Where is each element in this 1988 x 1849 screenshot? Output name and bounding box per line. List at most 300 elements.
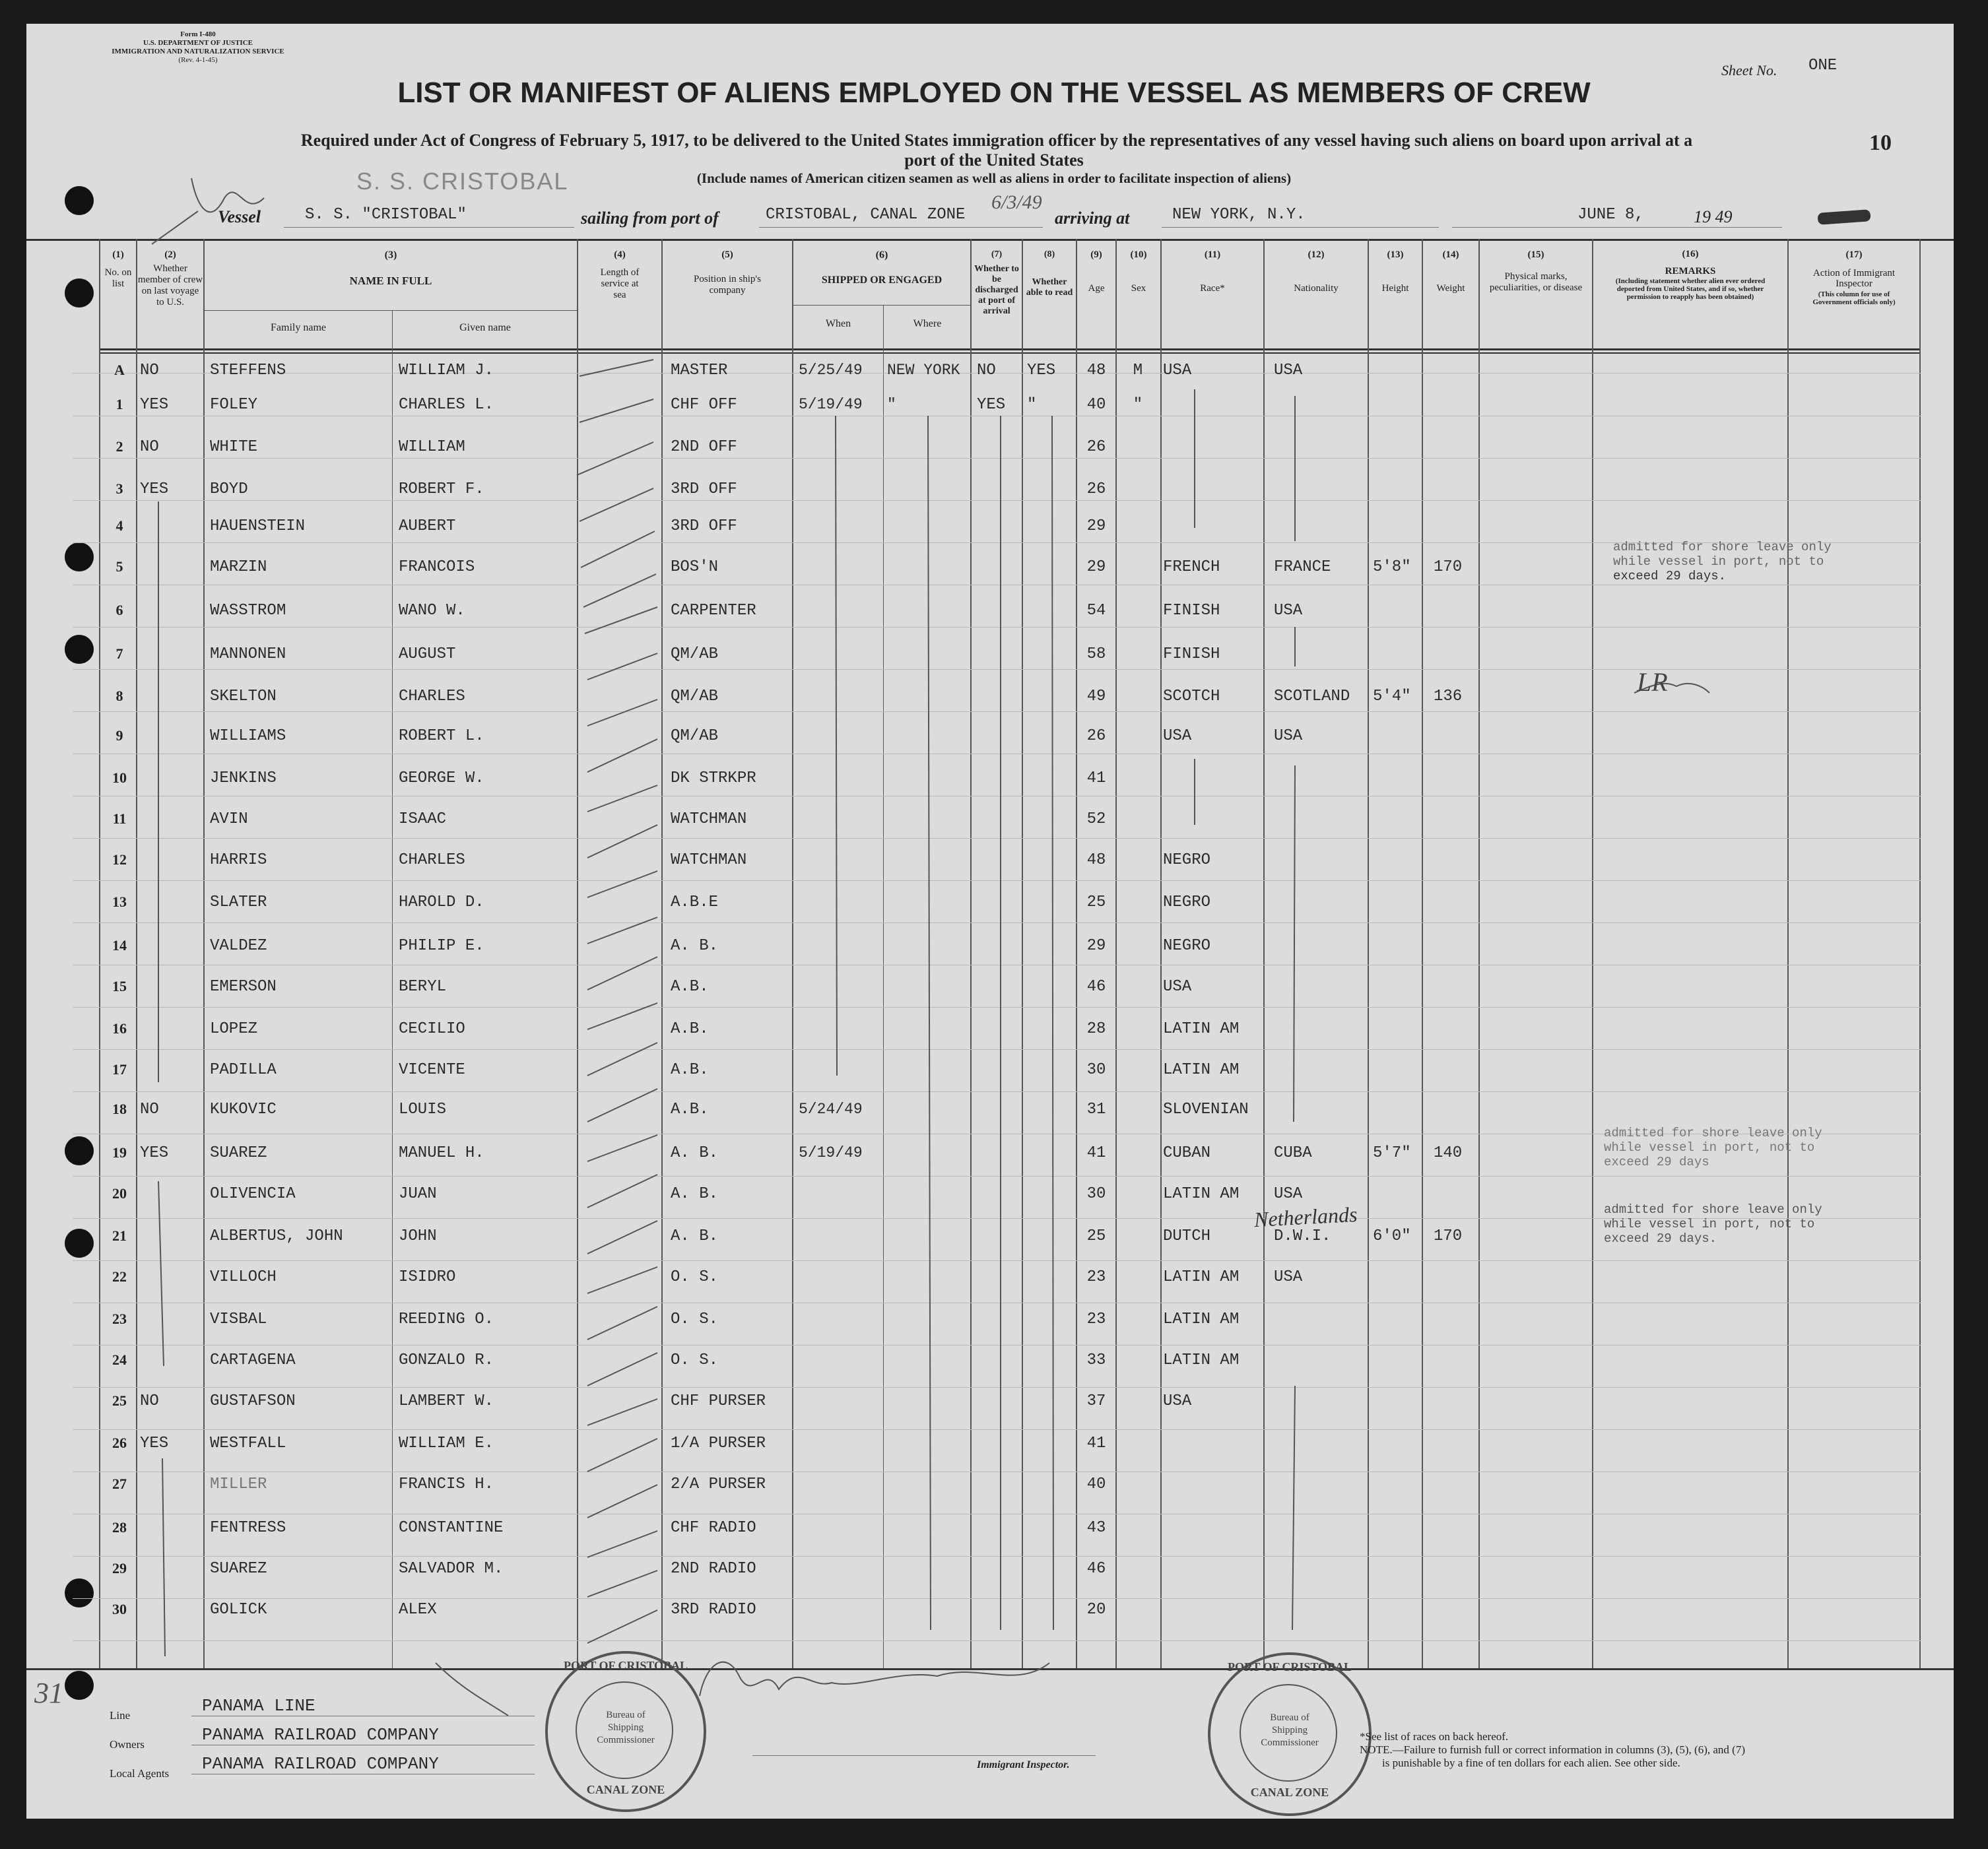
cell-family: SKELTON: [210, 688, 277, 705]
col-8-number: (8): [1044, 249, 1055, 259]
cell-no: 5: [116, 558, 123, 575]
cell-family: ALBERTUS, JOHN: [210, 1227, 343, 1245]
service-stroke: [587, 1485, 657, 1518]
remark-row19: [1604, 1126, 1822, 1169]
cell-age: 33: [1086, 1351, 1106, 1369]
cell-no: 22: [112, 1268, 127, 1285]
subtitle-line-3: (Include names of American citizen seamen as well as aliens in order to facilitate inspection of aliens): [696, 170, 1292, 186]
cell-when: 5/24/49: [799, 1101, 863, 1118]
cell-age: 28: [1086, 1020, 1106, 1038]
cell-age: 29: [1086, 517, 1106, 535]
footnote-penalty: NOTE.—Failure to furnish full or correct information in columns (3), (5), (6), and (7): [1360, 1743, 1745, 1756]
cell-prev: YES: [140, 396, 169, 414]
cell-no: 23: [112, 1311, 127, 1327]
col-16-subtitle: (Including statement whether alien ever ordered deported from United States, and if so, whether permission to reapply has been obtained): [1615, 277, 1766, 301]
cell-given: JOHN: [399, 1227, 437, 1245]
sailing-label: sailing from port of: [581, 209, 719, 228]
cell-nat: USA: [1274, 727, 1303, 745]
cell-family: FOLEY: [210, 396, 258, 414]
cell-no: 28: [112, 1519, 127, 1536]
cell-prev: NO: [140, 1392, 159, 1410]
col-6a-header: When: [825, 318, 851, 329]
cell-given: WILLIAM: [399, 438, 465, 456]
cell-no: 8: [116, 688, 123, 704]
cell-given: FRANCIS H.: [399, 1476, 494, 1493]
col-16-title: REMARKS: [1665, 266, 1716, 276]
cell-pos: O. S.: [671, 1268, 719, 1286]
cell-pos: 3RD OFF: [671, 480, 737, 498]
service-stroke: [587, 785, 657, 812]
service-stroke: [587, 1353, 657, 1386]
cell-family: MILLER: [210, 1476, 267, 1493]
cell-given: REEDING O.: [399, 1311, 494, 1328]
cell-race: SCOTCH: [1163, 688, 1220, 705]
col-5-title: Position in ship's company: [694, 274, 761, 296]
remark-row5-line: while vessel in port, not to: [1613, 554, 1824, 569]
col-13-title: Height: [1381, 283, 1409, 294]
col-14-title: Weight: [1436, 283, 1465, 294]
col-3b-header: Given name: [459, 322, 511, 333]
cell-given: ROBERT L.: [399, 727, 484, 745]
seal-center: [1210, 1712, 1369, 1749]
cell-age: 26: [1086, 727, 1106, 745]
inspector-label: Immigrant Inspector.: [977, 1759, 1070, 1770]
service-stroke: [580, 399, 653, 422]
col-17-subtitle: (This column for use of Government officials only): [1812, 290, 1896, 306]
cell-race: SLOVENIAN: [1163, 1101, 1249, 1119]
owners-label: Owners: [110, 1738, 145, 1751]
cell-given: GEORGE W.: [399, 769, 484, 787]
cell-no: 1: [116, 396, 123, 412]
cell-given: WILLIAM E.: [399, 1435, 494, 1452]
service-stroke: [577, 442, 653, 475]
cell-family: FENTRESS: [210, 1519, 286, 1537]
owners-value: PANAMA RAILROAD COMPANY: [202, 1725, 439, 1745]
service-stroke: [587, 917, 657, 944]
col-17-title: Action of Immigrant Inspector: [1812, 268, 1896, 289]
cell-family: WASSTROM: [210, 602, 286, 620]
cell-family: VISBAL: [210, 1311, 267, 1328]
service-stroke: [587, 1221, 657, 1254]
seal-ring-bottom: CANAL ZONE: [1250, 1786, 1329, 1799]
cell-no: 24: [112, 1351, 127, 1368]
cell-where: NEW YORK: [887, 362, 960, 379]
remark-row21: [1604, 1202, 1822, 1246]
col-9-title: Age: [1088, 283, 1105, 294]
port-seal: [1208, 1652, 1372, 1816]
arrival-year: 19 49: [1694, 207, 1733, 226]
seal-center-line: Bureau of: [606, 1710, 646, 1720]
cell-age: 25: [1086, 1227, 1106, 1245]
col-5-number: (5): [721, 249, 733, 260]
cell-race: LATIN AM: [1163, 1061, 1240, 1079]
cell-race: LATIN AM: [1163, 1311, 1240, 1328]
cell-age: 41: [1086, 769, 1106, 787]
service-stroke: [587, 1571, 657, 1597]
cell-weight: 136: [1434, 688, 1463, 705]
col-3-number: (3): [384, 249, 397, 261]
subtitle-line-1: Required under Act of Congress of February 5, 1917, to be delivered to the United States immigration officer by the representatives of any vessel having such aliens on board upon arrival at a: [300, 131, 1693, 150]
remark-row21-line: admitted for shore leave only: [1604, 1202, 1822, 1217]
cell-family: WESTFALL: [210, 1435, 286, 1452]
service-stroke: [587, 957, 657, 990]
cell-pos: A. B.: [671, 1185, 719, 1203]
service-stroke: [587, 1175, 657, 1208]
col-3a-header: Family name: [271, 322, 326, 333]
service-stroke: [587, 1267, 657, 1293]
cell-race: DUTCH: [1163, 1227, 1211, 1245]
col-11-number: (11): [1204, 249, 1221, 260]
cell-pos: A.B.E: [671, 893, 719, 911]
cell-given: ISAAC: [399, 810, 447, 828]
cell-age: 23: [1086, 1268, 1106, 1286]
footnote: [1360, 1730, 1745, 1770]
remark-row5: [1613, 540, 1832, 583]
seal-center-line: Shipping: [1271, 1725, 1308, 1735]
cell-no: 19: [112, 1144, 127, 1161]
cell-family: WILLIAMS: [210, 727, 286, 745]
col-1-number: (1): [112, 249, 124, 260]
col-11-title: Race*: [1200, 283, 1225, 294]
cell-age: 58: [1086, 645, 1106, 663]
cell-no: 16: [112, 1020, 127, 1037]
remark-row21-line: exceed 29 days.: [1604, 1231, 1717, 1246]
cell-no: 3: [116, 480, 123, 497]
seal-center-line: Shipping: [607, 1722, 644, 1733]
remark-row19-line: exceed 29 days: [1604, 1155, 1709, 1169]
sheet-value: ONE: [1808, 57, 1838, 75]
cell-sex: M: [1133, 362, 1143, 379]
cell-prev: YES: [140, 1144, 169, 1162]
cell-given: ISIDRO: [399, 1268, 456, 1286]
cell-pos: A. B.: [671, 1144, 719, 1162]
margin-mark: 31: [34, 1677, 63, 1709]
cell-pos: A.B.: [671, 1101, 709, 1119]
cell-family: STEFFENS: [210, 362, 286, 379]
cell-pos: A. B.: [671, 937, 719, 955]
col-16-number: (16): [1682, 249, 1699, 259]
cell-race: USA: [1163, 978, 1192, 996]
col-6b-header: Where: [913, 318, 942, 329]
cell-weight: 140: [1434, 1144, 1463, 1162]
cell-age: 23: [1086, 1311, 1106, 1328]
cell-given: GONZALO R.: [399, 1351, 494, 1369]
cell-pos: A.B.: [671, 978, 709, 996]
col-6-title: SHIPPED OR ENGAGED: [821, 275, 943, 286]
cell-family: VILLOCH: [210, 1268, 277, 1286]
cell-age: 20: [1086, 1601, 1106, 1619]
cell-when: 5/19/49: [799, 1144, 863, 1161]
cell-height: 5'7": [1373, 1144, 1411, 1162]
cell-family: HARRIS: [210, 851, 267, 869]
cell-given: JUAN: [399, 1185, 437, 1203]
cell-prev: NO: [140, 362, 159, 379]
cell-family: JENKINS: [210, 769, 277, 787]
cell-nat: USA: [1274, 1185, 1303, 1203]
cell-nat: FRANCE: [1274, 558, 1331, 576]
ditto-line-col2: [158, 1181, 164, 1366]
cell-disch: YES: [977, 396, 1006, 414]
inspector-signature: [700, 1662, 1049, 1696]
col-3-title: NAME IN FULL: [349, 275, 432, 287]
inspector-underline: [752, 1755, 1096, 1756]
cell-given: AUGUST: [399, 645, 456, 663]
cell-read: YES: [1027, 362, 1056, 379]
vessel-value: S. S. "CRISTOBAL": [305, 206, 467, 224]
remark-row19-line: admitted for shore leave only: [1604, 1126, 1822, 1140]
cell-pos: BOS'N: [671, 558, 719, 576]
remark-row19-line: while vessel in port, not to: [1604, 1140, 1815, 1155]
col-2-title: Whether member of crew on last voyage to U.S.: [137, 263, 203, 308]
cell-pos: O. S.: [671, 1311, 719, 1328]
cell-age: 31: [1086, 1101, 1106, 1119]
cell-pos: 2ND RADIO: [671, 1560, 756, 1578]
cell-nat: D.W.I.: [1274, 1227, 1331, 1245]
cell-given: CHARLES: [399, 688, 465, 705]
arriving-label: arriving at: [1055, 209, 1130, 228]
service-stroke: [587, 1307, 657, 1340]
cell-given: HAROLD D.: [399, 893, 484, 911]
service-stroke: [587, 1043, 657, 1076]
col-7-title: Whether to be discharged at port of arrival: [974, 264, 1019, 316]
form-service: IMMIGRATION AND NATURALIZATION SERVICE: [112, 48, 284, 55]
cell-given: MANUEL H.: [399, 1144, 484, 1162]
footnote-races: *See list of races on back hereof.: [1360, 1730, 1509, 1743]
cell-weight: 170: [1434, 558, 1463, 576]
remark-row21-line: while vessel in port, not to: [1604, 1217, 1815, 1231]
cell-height: 5'8": [1373, 558, 1411, 576]
cell-when: 5/25/49: [799, 362, 863, 379]
cell-age: 46: [1086, 1560, 1106, 1578]
cell-pos: QM/AB: [671, 688, 719, 705]
cell-race: NEGRO: [1163, 893, 1211, 911]
cell-family: EMERSON: [210, 978, 277, 996]
cell-race: NEGRO: [1163, 851, 1211, 869]
col-7-number: (7): [991, 249, 1003, 259]
cell-pos: A.B.: [671, 1020, 709, 1038]
col-1-title: No. on list: [104, 267, 132, 289]
cell-given: CHARLES: [399, 851, 465, 869]
col-6-number: (6): [875, 249, 888, 261]
cell-given: FRANCOIS: [399, 558, 475, 576]
cell-given: CHARLES L.: [399, 396, 494, 414]
cell-age: 40: [1086, 396, 1106, 414]
cell-height: 5'4": [1373, 688, 1411, 705]
cell-prev: YES: [140, 1435, 169, 1452]
cell-race: LATIN AM: [1163, 1020, 1240, 1038]
agents-value: PANAMA RAILROAD COMPANY: [202, 1754, 439, 1774]
service-stroke: [587, 1531, 657, 1557]
cell-family: OLIVENCIA: [210, 1185, 296, 1203]
col-14-number: (14): [1442, 249, 1459, 260]
cell-pos: CHF OFF: [671, 396, 737, 414]
cell-weight: 170: [1434, 1227, 1463, 1245]
cell-age: 48: [1086, 362, 1106, 379]
cell-family: HAUENSTEIN: [210, 517, 306, 535]
service-stroke: [587, 871, 657, 897]
cell-disch: NO: [977, 362, 996, 379]
form-number: Form I-480: [180, 30, 216, 38]
service-stroke: [587, 1003, 657, 1029]
sailing-handwritten-date: 6/3/49: [991, 191, 1042, 213]
service-stroke: [587, 653, 657, 680]
cell-pos: O. S.: [671, 1351, 719, 1369]
cell-no: 4: [116, 517, 123, 534]
cell-no: 27: [112, 1476, 127, 1492]
remark-row5-line: exceed 29 days.: [1613, 569, 1727, 583]
cell-pos: CHF RADIO: [671, 1519, 756, 1537]
ditto-line-read: [1052, 416, 1053, 1630]
sheet-label: Sheet No.: [1721, 62, 1777, 79]
cell-no: 18: [112, 1101, 127, 1117]
seal-center-line: Commissioner: [597, 1735, 655, 1745]
cell-no: 12: [112, 851, 127, 868]
cell-age: 54: [1086, 602, 1106, 620]
cell-race: FRENCH: [1163, 558, 1220, 576]
vessel-stamp: S. S. CRISTOBAL: [356, 168, 569, 195]
col-13-number: (13): [1387, 249, 1404, 260]
cell-family: BOYD: [210, 480, 248, 498]
cell-pos: QM/AB: [671, 645, 719, 663]
col-9-number: (9): [1090, 249, 1102, 260]
cell-family: SUAREZ: [210, 1560, 267, 1578]
seal-ring-top: PORT OF CRISTOBAL: [563, 1659, 688, 1672]
cell-no: 7: [116, 645, 123, 662]
cell-age: 26: [1086, 438, 1106, 456]
ditto-line-col2: [162, 1458, 165, 1656]
cell-pos: WATCHMAN: [671, 851, 747, 869]
line-label: Line: [110, 1709, 131, 1722]
page-number: 10: [1869, 131, 1892, 155]
service-stroke: [580, 488, 653, 521]
cell-family: VALDEZ: [210, 937, 267, 955]
cell-no: 26: [112, 1435, 127, 1451]
cell-age: 52: [1086, 810, 1106, 828]
cell-race: USA: [1163, 1392, 1192, 1410]
cell-family: MANNONEN: [210, 645, 286, 663]
col-12-title: Nationality: [1294, 283, 1339, 294]
cell-family: WHITE: [210, 438, 258, 456]
seal-ring-top: PORT OF CRISTOBAL: [1227, 1660, 1352, 1673]
form-revision: (Rev. 4-1-45): [178, 56, 218, 64]
cell-no: 13: [112, 893, 127, 910]
cell-family: PADILLA: [210, 1061, 277, 1079]
line-value: PANAMA LINE: [202, 1696, 315, 1716]
cell-nat: USA: [1274, 362, 1303, 379]
cell-race: NEGRO: [1163, 937, 1211, 955]
col-15-title: Physical marks, peculiarities, or disease: [1489, 271, 1583, 293]
col-10-number: (10): [1130, 249, 1147, 260]
cell-age: 40: [1086, 1476, 1106, 1493]
arrival-date: JUNE 8,: [1577, 206, 1644, 224]
service-stroke: [587, 699, 657, 726]
cell-no: 11: [112, 810, 127, 827]
cell-family: AVIN: [210, 810, 248, 828]
cell-race: LATIN AM: [1163, 1351, 1240, 1369]
cell-given: WANO W.: [399, 602, 465, 620]
cell-given: ROBERT F.: [399, 480, 484, 498]
cell-pos: 3RD OFF: [671, 517, 737, 535]
cell-given: BERYL: [399, 978, 447, 996]
cell-pos: A. B.: [671, 1227, 719, 1245]
cell-age: 41: [1086, 1144, 1106, 1162]
service-stroke: [587, 825, 657, 858]
cell-no: 14: [112, 937, 127, 954]
cell-family: SUAREZ: [210, 1144, 267, 1162]
cell-no: 2: [116, 438, 123, 455]
cell-no: 30: [112, 1601, 127, 1617]
seal-center-line: Bureau of: [1270, 1712, 1309, 1723]
cell-age: 29: [1086, 937, 1106, 955]
cell-no: 6: [116, 602, 123, 618]
cell-nat: USA: [1274, 602, 1303, 620]
cell-age: 29: [1086, 558, 1106, 576]
footnote-penalty-cont: is punishable by a fine of ten dollars for each alien. See other side.: [1382, 1757, 1680, 1769]
cell-pos: MASTER: [671, 362, 728, 379]
remark-row8-mark: LR: [1637, 667, 1668, 697]
ditto-line-nat: [1292, 1386, 1295, 1630]
cell-read: ": [1027, 396, 1037, 414]
nationality-handwritten: Netherlands: [1253, 1202, 1358, 1232]
agents-label: Local Agents: [110, 1767, 170, 1780]
cell-family: LOPEZ: [210, 1020, 258, 1038]
cell-when: 5/19/49: [799, 396, 863, 413]
col-10-title: Sex: [1131, 283, 1146, 294]
cell-age: 48: [1086, 851, 1106, 869]
service-stroke: [581, 531, 655, 568]
port-seal: [545, 1651, 706, 1812]
cell-nat: USA: [1274, 1268, 1303, 1286]
cell-given: SALVADOR M.: [399, 1560, 504, 1578]
vessel-label: Vessel: [218, 207, 261, 226]
service-stroke: [587, 1135, 657, 1161]
cell-prev: NO: [140, 1101, 159, 1119]
subtitle-line-2: port of the United States: [904, 150, 1084, 170]
cell-race: FINISH: [1163, 645, 1220, 663]
cell-race: LATIN AM: [1163, 1268, 1240, 1286]
page-title: LIST OR MANIFEST OF ALIENS EMPLOYED ON THE VESSEL AS MEMBERS OF CREW: [397, 77, 1591, 109]
cell-given: WILLIAM J.: [399, 362, 494, 379]
cell-race: LATIN AM: [1163, 1185, 1240, 1203]
cell-no: 9: [116, 727, 123, 744]
form-department: U.S. DEPARTMENT OF JUSTICE: [143, 39, 253, 47]
cell-age: 25: [1086, 893, 1106, 911]
col-17-number: (17): [1845, 249, 1863, 260]
col-4-number: (4): [614, 249, 626, 260]
cell-sex: ": [1133, 396, 1143, 414]
initials-mark: [191, 178, 264, 212]
cell-nat: CUBA: [1274, 1144, 1312, 1162]
cell-given: VICENTE: [399, 1061, 465, 1079]
cell-pos: CARPENTER: [671, 602, 756, 620]
service-stroke: [580, 360, 653, 376]
col-2-number: (2): [164, 249, 176, 260]
cell-family: SLATER: [210, 893, 267, 911]
cell-no: 25: [112, 1392, 127, 1409]
cell-prev: YES: [140, 480, 169, 498]
col-12-number: (12): [1308, 249, 1325, 260]
cell-nat: SCOTLAND: [1274, 688, 1350, 705]
cell-age: 26: [1086, 480, 1106, 498]
cell-pos: CHF PURSER: [671, 1392, 766, 1410]
cell-no: 17: [112, 1061, 127, 1078]
cell-family: GUSTAFSON: [210, 1392, 296, 1410]
seal-ring-bottom: CANAL ZONE: [586, 1783, 665, 1796]
cell-age: 37: [1086, 1392, 1106, 1410]
cell-no: 10: [112, 769, 127, 786]
cell-where: ": [887, 396, 896, 413]
cell-pos: 1/A PURSER: [671, 1435, 766, 1452]
